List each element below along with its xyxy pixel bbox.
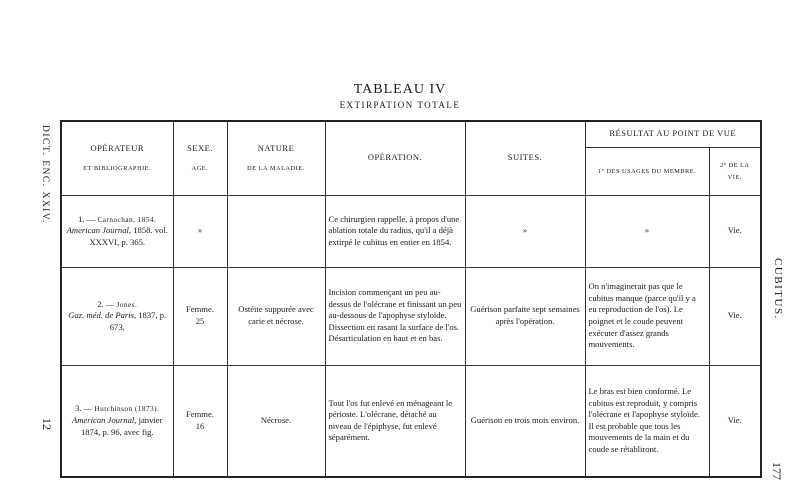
- header-resultat-label: RÉSULTAT AU POINT DE VUE: [609, 128, 737, 139]
- journal-reference: 1837, p. 673.: [109, 310, 167, 332]
- vie-value: Vie.: [727, 414, 742, 425]
- table-row: [61, 195, 761, 267]
- sexe-value: Femme.: [186, 304, 214, 315]
- operator-name: Jones.: [116, 300, 138, 309]
- operation-text: Ce chirurgien rappelle, à propos d'une ablation totale du radius, qu'il a déjà extirpé le cubitus en entier en 1854.: [328, 213, 460, 247]
- header-usages: [585, 147, 709, 195]
- header-age-sub: AGE.: [191, 164, 209, 172]
- suites-text: »: [522, 225, 528, 236]
- cell-vie: [709, 195, 761, 267]
- header-sexe-label: SEXE.: [187, 143, 213, 154]
- header-resultat: [585, 121, 761, 147]
- header-usages-label: 1° DES USAGES DU MEMBRE.: [597, 168, 697, 176]
- left-running-head: DICT. ENC. XXIV.: [40, 125, 50, 224]
- header-operation: [325, 121, 465, 195]
- header-suites: [465, 121, 585, 195]
- left-folio: 12: [40, 418, 54, 430]
- cell-nature: [227, 365, 325, 477]
- row-number: 2. —: [97, 298, 115, 309]
- header-nature-label: NATURE: [257, 143, 295, 154]
- cell-vie: [709, 267, 761, 365]
- cell-usages: [585, 365, 709, 477]
- row-number: 3. —: [75, 403, 93, 414]
- extirpation-table: [60, 120, 762, 478]
- operator-name: Carnochan, 1854.: [97, 215, 157, 224]
- operation-text: Tout l'os fut enlevé en ménageant le périoste. L'olécrane, détaché au niveau de l'épiphyse, fut enlevé séparément.: [328, 397, 453, 443]
- cell-nature: [227, 195, 325, 267]
- cell-sexe: [173, 195, 227, 267]
- vie-value: Vie.: [727, 225, 742, 236]
- age-value: 25: [195, 316, 205, 326]
- cell-operation: [325, 365, 465, 477]
- sexe-value: Femme.: [186, 409, 214, 420]
- cell-vie: [709, 365, 761, 477]
- cell-suites: [465, 267, 585, 365]
- row-number: 1. —: [78, 213, 96, 224]
- cell-operation: [325, 195, 465, 267]
- cell-suites: [465, 365, 585, 477]
- header-operation-label: OPÉRATION.: [367, 152, 423, 163]
- header-sexe: [173, 121, 227, 195]
- usages-text: On n'imaginerait pas que le cubitus manque (parce qu'il y a eu reproduction de l'os). Le poignet et le coude peuvent exécuter d'assez grands mouvements.: [588, 281, 696, 350]
- table-subtitle: EXTIRPATION TOTALE: [339, 100, 461, 110]
- header-nature: [227, 121, 325, 195]
- header-operateur-label: OPÉRATEUR: [90, 143, 145, 154]
- header-operateur-sub: ET BIBLIOGRAPHIE.: [83, 164, 152, 172]
- header-row: [61, 121, 761, 147]
- cell-nature: [227, 267, 325, 365]
- right-running-head: CUBITUS.: [772, 258, 784, 320]
- suites-text: Guérison parfaite sept semaines après l'opération.: [470, 304, 580, 326]
- cell-operation: [325, 267, 465, 365]
- header-operateur: [61, 121, 173, 195]
- cell-sexe: [173, 267, 227, 365]
- journal-reference: 1858. vol. XXXVI, p. 365.: [89, 225, 168, 247]
- cell-usages: [585, 195, 709, 267]
- header-suites-label: SUITES.: [507, 152, 543, 163]
- suites-text: Guérison en trois mois environ.: [470, 414, 580, 425]
- cell-suites: [465, 195, 585, 267]
- usages-text: Le bras est bien conformé. Le cubitus est reproduit, y compris l'olécrane et l'apophyse styloïde. Il est probable que tous les mouvements de la main et du coude se rétabliront.: [588, 385, 700, 454]
- cell-operateur: [61, 195, 173, 267]
- cell-operateur: [61, 267, 173, 365]
- header-vie: [709, 147, 761, 195]
- table-row: [61, 365, 761, 477]
- operator-name: Hutchinson (1873).: [94, 405, 160, 414]
- header-vie-label: 2° DE LA VIE.: [719, 162, 750, 181]
- nature-value: Nécrose.: [260, 414, 292, 425]
- table-row: [61, 267, 761, 365]
- cell-operateur: [61, 365, 173, 477]
- cell-usages: [585, 267, 709, 365]
- journal-reference: janvier 1874, p. 96, avec fig.: [80, 415, 163, 437]
- age-value: 16: [195, 420, 205, 431]
- operation-text: Incision commençant un peu au-dessus de l'olécrane et finissant un peu au-dessous de l'apophyse styloïde. Dissection en rasant la surface de l'os. Désarticulation en haut et en bas.: [328, 287, 462, 344]
- journal-title: American Journal,: [66, 225, 132, 236]
- right-folio: 177: [770, 462, 784, 480]
- header-nature-sub: DE LA MALADIE.: [247, 164, 305, 172]
- journal-title: Gaz. méd. de Paris,: [68, 310, 137, 321]
- journal-title: American Journal,: [72, 415, 137, 426]
- sexe-value: »: [197, 225, 203, 236]
- cell-sexe: [173, 365, 227, 477]
- nature-value: Ostéite suppurée avec carie et nécrose.: [238, 304, 314, 326]
- usages-text: »: [644, 225, 650, 236]
- vie-value: Vie.: [727, 310, 742, 321]
- table-title: TABLEAU IV: [353, 82, 447, 97]
